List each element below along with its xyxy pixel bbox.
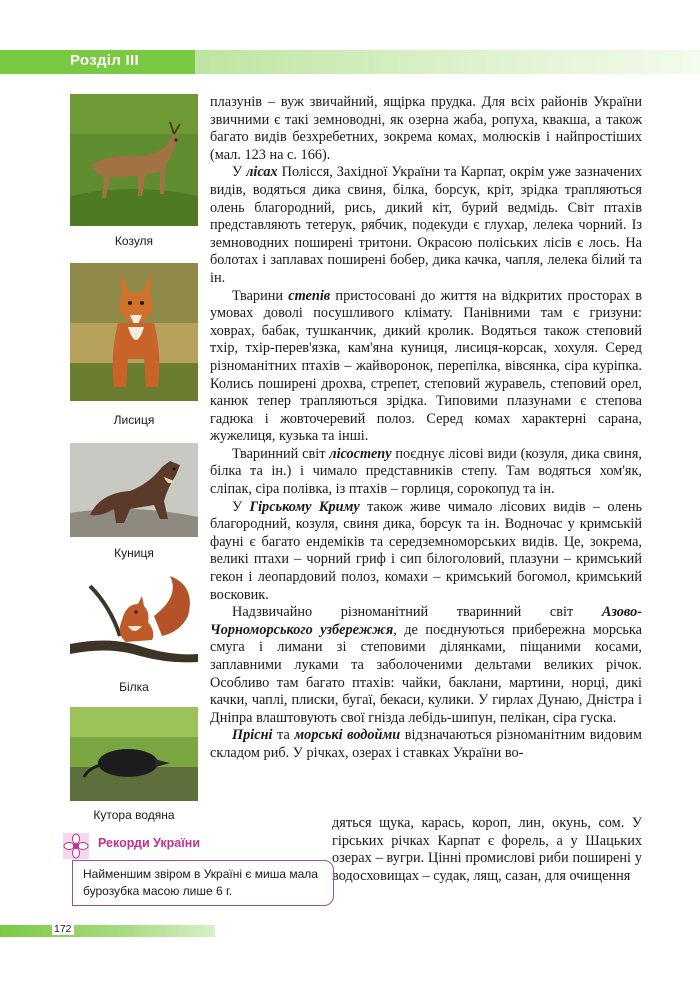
paragraph-forests: У лісах Полісся, Західної України та Карпат, окрім уже зазначених видів, водяться дика свиня, білка, борсук, кріт, зрідка трапляються олень благородний, рись, дикий кіт, бурий ведмідь. Світ птахів представляють тетерук, рябчик, подекуди є глухар, лелека чорний. Із земноводних поширені тритони. Окрасою поліських лісів є лось. На болотах і заплавах поширені бобер, дика качка, чапля, лелека білий та ін.	[210, 164, 643, 286]
fox-photo	[70, 263, 198, 401]
section-title: Розділ ІІІ	[70, 52, 139, 69]
figure-caption: Кутора водяна	[93, 808, 175, 822]
paragraph: плазунів – вуж звичайний, ящірка прудка. Для всіх районів України звичними є такі земноводні, як озерна жаба, ропуха, квакша, а також багато видів безхребетних, зокрема комах, молюсків і найпростіших (мал. 123 на с. 166).	[210, 94, 642, 163]
squirrel-photo	[70, 576, 198, 674]
paragraph-forest-steppe: Тваринний світ лісостепу поєднує лісові види (козуля, дика свиня, білка та ін.) і чимало представників степу. Там водяться хом'як, сліпак, сіра полівка, із птахів – горлиця, сорокопуд та ін.	[210, 445, 642, 498]
page-number: 172	[54, 923, 72, 935]
paragraph-azov-coast: Надзвичайно різноманітний тваринний світ Азово-Чорноморського узбережжя, де поєднуються прибережна морська смуга і лимани зі степовими ділянками, піщаними косами, заплавними луками та заболоченими дельтами великих річок. Особливо там багато птахів: чайки, баклани, мартини, норці, дикі качки, чаплі, плиски, бугаї, бекаси, кулики. У гирлах Дунаю, Дністра і Дніпра влаштовують свої гнізда лебідь-шипун, пелікан, сіра гуска.	[210, 604, 642, 726]
paragraph-steppes: Тварини степів пристосовані до життя на відкритих просторах в умовах доволі посушливого клімату. Панівними там є гризуни: ховрах, бабак, тушканчик, дикий кролик. Водяться також степовий тхір, тхір-перев'язка, кам'яна куниця, лисиця-корсак, хохуля. Серед різноманітних птахів – жайворонок, перепілка, вівсянка, сіра куріпка. Колись поширені дрохва, стрепет, степовий журавель, степовий орел, канюк тепер трапляються зрідка. Типовими плазунами є степова гадюка і жовточеревий полоз. Серед комах характерні сарана, жужелиця, кузька та інші.	[210, 287, 643, 445]
figure-marten	[70, 443, 198, 560]
marten-photo	[70, 443, 198, 537]
figure-squirrel	[70, 576, 198, 694]
paragraph-crimea: У Гірському Криму також живе чимало лісових видів – олень благородний, козуля, свиня дика, борсук та ін. Водночас у кримській фауні є багато ендеміків та середземноморських видів. Це, зокрема, великі птахи – чорний гриф і сип білоголовий, плазуни – кримський гекон і леопардовий полоз, комахи – кримський богомол, кримський восковик.	[210, 498, 642, 603]
flower-icon	[62, 832, 90, 860]
water-shrew-photo	[70, 707, 198, 801]
records-title: Рекорди України	[98, 836, 201, 850]
figure-caption: Куниця	[114, 546, 154, 560]
figure-caption: Козуля	[114, 234, 154, 248]
figure-water-shrew	[70, 707, 198, 822]
figure-caption: Білка	[119, 680, 149, 694]
paragraph-waters-continued: дяться щука, карась, короп, лин, окунь, сом. У гірських річках Карпат є форель, а у Шацьких озерах – вугри. Цінні промислові риби поширені у водосховищах – судак, лящ, сазан, для очищення	[332, 815, 642, 884]
figure-roe-deer	[70, 94, 198, 248]
figure-fox	[70, 263, 198, 427]
footer-bar	[0, 925, 215, 937]
roe-deer-photo	[70, 94, 198, 226]
section-header-bar	[0, 50, 700, 74]
paragraph-waters: Прісні та морські водойми відзначаються різноманітним видовим складом риб. У річках, озерах і ставках України во-	[210, 727, 642, 761]
main-text	[210, 94, 642, 763]
figure-caption: Лисиця	[113, 413, 155, 427]
records-text: Найменшим звіром в Україні є миша мала бурозубка масою лише 6 г.	[72, 860, 334, 906]
header-gradient-band	[155, 50, 700, 74]
